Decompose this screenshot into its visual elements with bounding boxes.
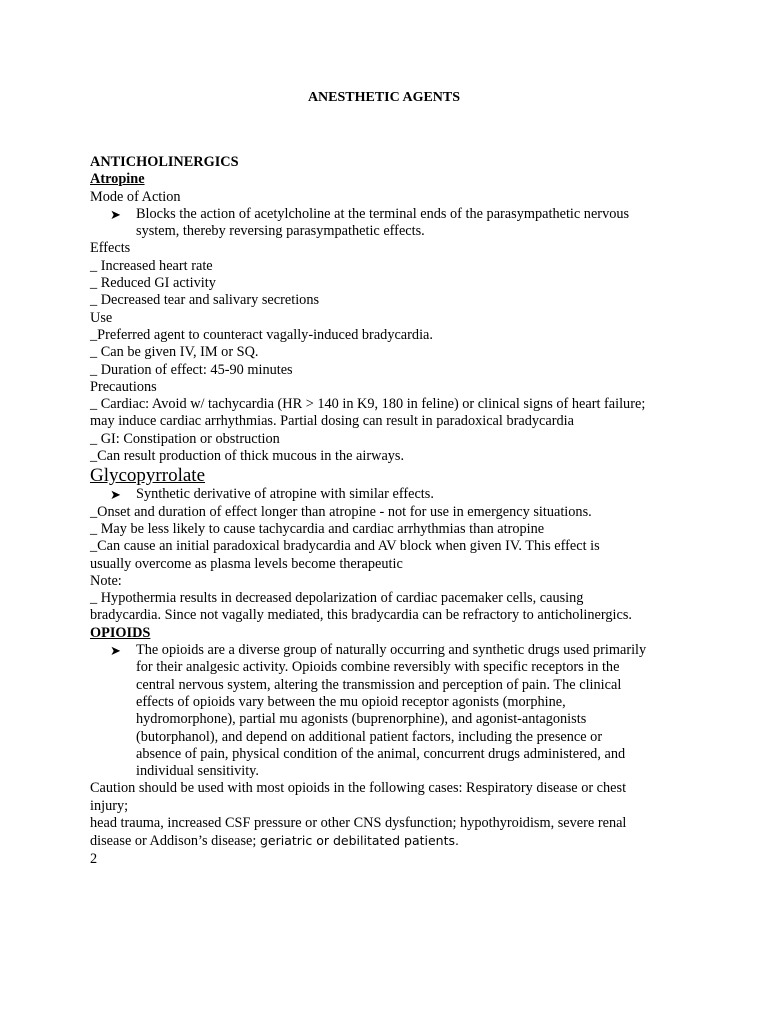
list-item: _Can cause an initial paradoxical bradycardia and AV block when given IV. This effect is: [90, 538, 600, 555]
arrow-bullet-icon: ➤: [110, 487, 121, 503]
list-item: may induce cardiac arrhythmias. Partial dosing can result in paradoxical bradycardia: [90, 413, 574, 430]
list-item: bradycardia. Since not vagally mediated, this bradycardia can be refractory to anticholinergics.: [90, 607, 633, 624]
caution-text: disease or Addison’s disease;: [90, 833, 260, 850]
list-item: _ Can be given IV, IM or SQ.: [90, 344, 259, 361]
bullet-text: effects of opioids vary between the mu opioid receptor agonists (morphine,: [136, 693, 566, 710]
bullet-text: individual sensitivity.: [136, 763, 259, 780]
arrow-bullet-icon: ➤: [110, 206, 121, 222]
note-label: Note:: [90, 572, 122, 589]
caution-line: injury;: [90, 797, 129, 814]
document-title: ANESTHETIC AGENTS: [307, 90, 461, 105]
list-item: _ GI: Constipation or obstruction: [90, 430, 280, 447]
bullet-text: Blocks the action of acetylcholine at the terminal ends of the parasympathetic nervous: [136, 205, 630, 222]
list-item: _ Reduced GI activity: [90, 275, 216, 292]
page-number: 2: [90, 850, 98, 867]
drug-heading-atropine: Atropine: [90, 171, 145, 188]
effects-label: Effects: [90, 240, 131, 257]
list-item: _Onset and duration of effect longer than atropine - not for use in emergency situations.: [90, 503, 592, 520]
bullet-text: Synthetic derivative of atropine with similar effects.: [136, 486, 434, 503]
list-item: _ Hypothermia results in decreased depolarization of cardiac pacemaker cells, causing: [90, 590, 584, 607]
list-item: _ Cardiac: Avoid w/ tachycardia (HR > 140 in K9, 180 in feline) or clinical signs of heart failure;: [90, 396, 646, 413]
bullet-text: for their analgesic activity. Opioids combine reversibly with specific receptors in the: [136, 659, 620, 676]
list-item: _ Increased heart rate: [90, 257, 213, 274]
list-item: _Can result production of thick mucous in the airways.: [90, 448, 405, 465]
bullet-text: system, thereby reversing parasympathetic effects.: [136, 223, 425, 240]
list-item: [90, 486, 690, 503]
bullet-text: The opioids are a diverse group of naturally occurring and synthetic drugs used primarily: [136, 642, 647, 659]
list-item: _ Decreased tear and salivary secretions: [90, 292, 320, 309]
list-item: _ May be less likely to cause tachycardia and cardiac arrhythmias than atropine: [90, 520, 545, 537]
list-item: _Preferred agent to counteract vagally-induced bradycardia.: [90, 326, 433, 343]
caution-line: [90, 832, 690, 850]
bullet-text: (butorphanol), and depend on additional patient factors, including the presence or: [136, 728, 603, 745]
bullet-text: absence of pain, physical condition of the animal, concurrent drugs administered, and: [136, 745, 626, 762]
caution-line: head trauma, increased CSF pressure or other CNS dysfunction; hypothyroidism, severe renal: [90, 814, 627, 831]
section-heading-opioids: OPIOIDS: [90, 624, 151, 641]
precautions-label: Precautions: [90, 378, 157, 395]
list-item: _ Duration of effect: 45-90 minutes: [90, 361, 293, 378]
drug-heading-glycopyrrolate: Glycopyrrolate: [90, 465, 206, 487]
caution-text-tail: geriatric or debilitated patients.: [259, 833, 459, 849]
arrow-bullet-icon: ➤: [110, 643, 121, 659]
section-heading-anticholinergics: ANTICHOLINERGICS: [90, 154, 239, 170]
bullet-text: hydromorphone), partial mu agonists (buprenorphine), and agonist-antagonists: [136, 711, 587, 728]
mode-of-action-label: Mode of Action: [90, 188, 181, 205]
document-body: [90, 154, 690, 868]
caution-line: Caution should be used with most opioids in the following cases: Respiratory disease or chest: [90, 780, 627, 797]
use-label: Use: [90, 309, 113, 326]
bullet-text: central nervous system, altering the transmission and perception of pain. The clinical: [136, 676, 622, 693]
list-item: usually overcome as plasma levels become therapeutic: [90, 555, 403, 572]
list-item: [90, 206, 690, 241]
list-item: [90, 642, 690, 780]
